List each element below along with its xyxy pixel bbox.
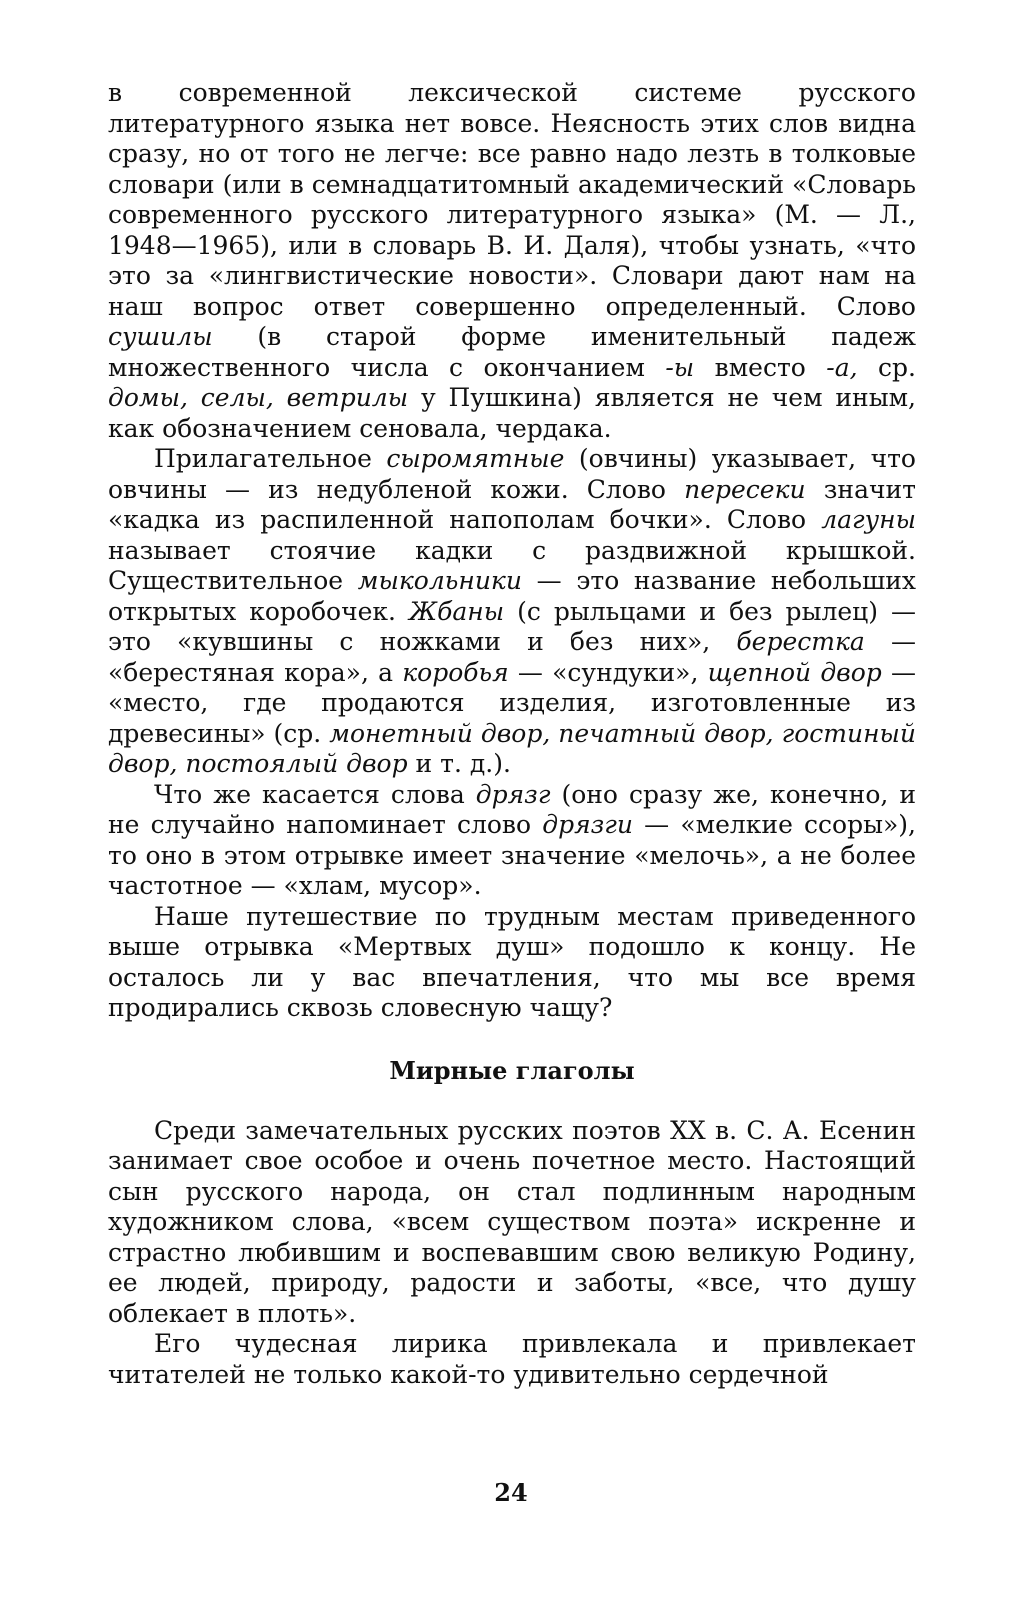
text-run: — «мелкие ссоры»), то оно в этом отрывке имеет значение «мелочь», а не более частотное — «хлам, мусор».	[108, 810, 916, 900]
italic-term: монетный двор, печатный двор, гостиный двор, постоялый двор	[108, 718, 916, 778]
italic-term: берестка	[736, 627, 865, 656]
paragraph-p4	[108, 902, 916, 1024]
text-run: (овчины) указывает, что овчины — из недубленой кожи. Слово	[108, 444, 916, 504]
paragraph-p3	[108, 780, 916, 902]
italic-term: мыкольники	[357, 566, 522, 595]
italic-term: дрязг	[475, 779, 551, 809]
text-run: (с рыльцами и без рылец) — это «кувшины с ножками и без них»,	[108, 596, 916, 656]
page-number: 24	[494, 1478, 528, 1507]
italic-term: щепной двор	[707, 657, 882, 687]
text-run: — «место, где продаются изделия, изготовленные из древесины» (ср.	[108, 657, 916, 748]
text-run: значит «кадка из распиленной напополам бочки». Слово	[108, 474, 916, 534]
paragraph-p2	[108, 444, 916, 780]
text-before-heading	[108, 78, 916, 1024]
text-after-heading	[108, 1116, 916, 1391]
text-run: (оно сразу же, конечно, и не случайно напоминает слово	[108, 779, 916, 839]
text-run: Среди замечательных русских поэтов XX в. С. А. Есенин занимает свое особое и очень почетное место. Настоящий сын русского народа, он стал подлинным народным художником слова, «всем существом поэта» искренне и страстно любившим и воспевавшим свою великую Родину, ее людей, природу, радости и заботы, «все, что душу облекает в плоть».	[108, 1115, 916, 1328]
italic-term: -ы	[665, 352, 695, 382]
italic-term: домы, селы, ветрилы	[108, 383, 409, 412]
italic-term: лагуны	[821, 505, 916, 534]
text-run: Его чудесная лирика привлекала и привлекает читателей не только какой-то удивительно сердечной	[108, 1329, 916, 1389]
text-run: Что же касается слова	[154, 779, 476, 809]
italic-term: Жбаны	[409, 596, 505, 626]
section-heading: Мирные глаголы	[389, 1055, 635, 1085]
italic-term: сыромятные	[386, 444, 565, 473]
text-run: у Пушкина) является не чем иным, как обозначением сеновала, чердака.	[108, 383, 916, 443]
italic-term: дрязги	[542, 810, 633, 839]
text-run: и т. д.).	[407, 749, 511, 778]
page-body	[108, 78, 916, 1390]
text-run: (в старой форме именительный падеж множественного числа с окончанием	[108, 322, 916, 382]
paragraph-p6	[108, 1329, 916, 1390]
text-run: Прилагательное	[154, 444, 387, 473]
text-run: — «сундуки»,	[508, 657, 708, 687]
text-run: — «берестяная кора», а	[108, 627, 916, 687]
paragraph-p5	[108, 1116, 916, 1330]
italic-term: сушилы	[108, 322, 213, 351]
italic-term: коробья	[402, 657, 509, 687]
paragraph-p1	[108, 78, 916, 444]
italic-term: пересеки	[684, 474, 806, 504]
italic-term: -а,	[826, 352, 858, 382]
text-run: Наше путешествие по трудным местам приведенного выше отрывка «Мертвых душ» подошло к концу. Не осталось ли у вас впечатления, что мы все время продирались сквозь словесную чащу?	[108, 901, 916, 1022]
text-run: ср.	[857, 352, 916, 382]
text-run: в современной лексической системе русского литературного языка нет вовсе. Неясность этих слов видна сразу, но от того не легче: все равно надо лезть в толковые словари (или в семнадцатитомный академический «Словарь современного русского литературного языка» (М. — Л., 1948—1965), или в словарь В. И. Даля), чтобы узнать, «что это за «лингвистические новости». Словари дают нам на наш вопрос ответ совершенно определенный. Слово	[108, 78, 916, 321]
text-run: вместо	[694, 352, 827, 382]
text-run: называет стоячие кадки с раздвижной крышкой. Существительное	[108, 535, 916, 595]
text-run: — это название небольших открытых коробочек.	[108, 566, 916, 626]
